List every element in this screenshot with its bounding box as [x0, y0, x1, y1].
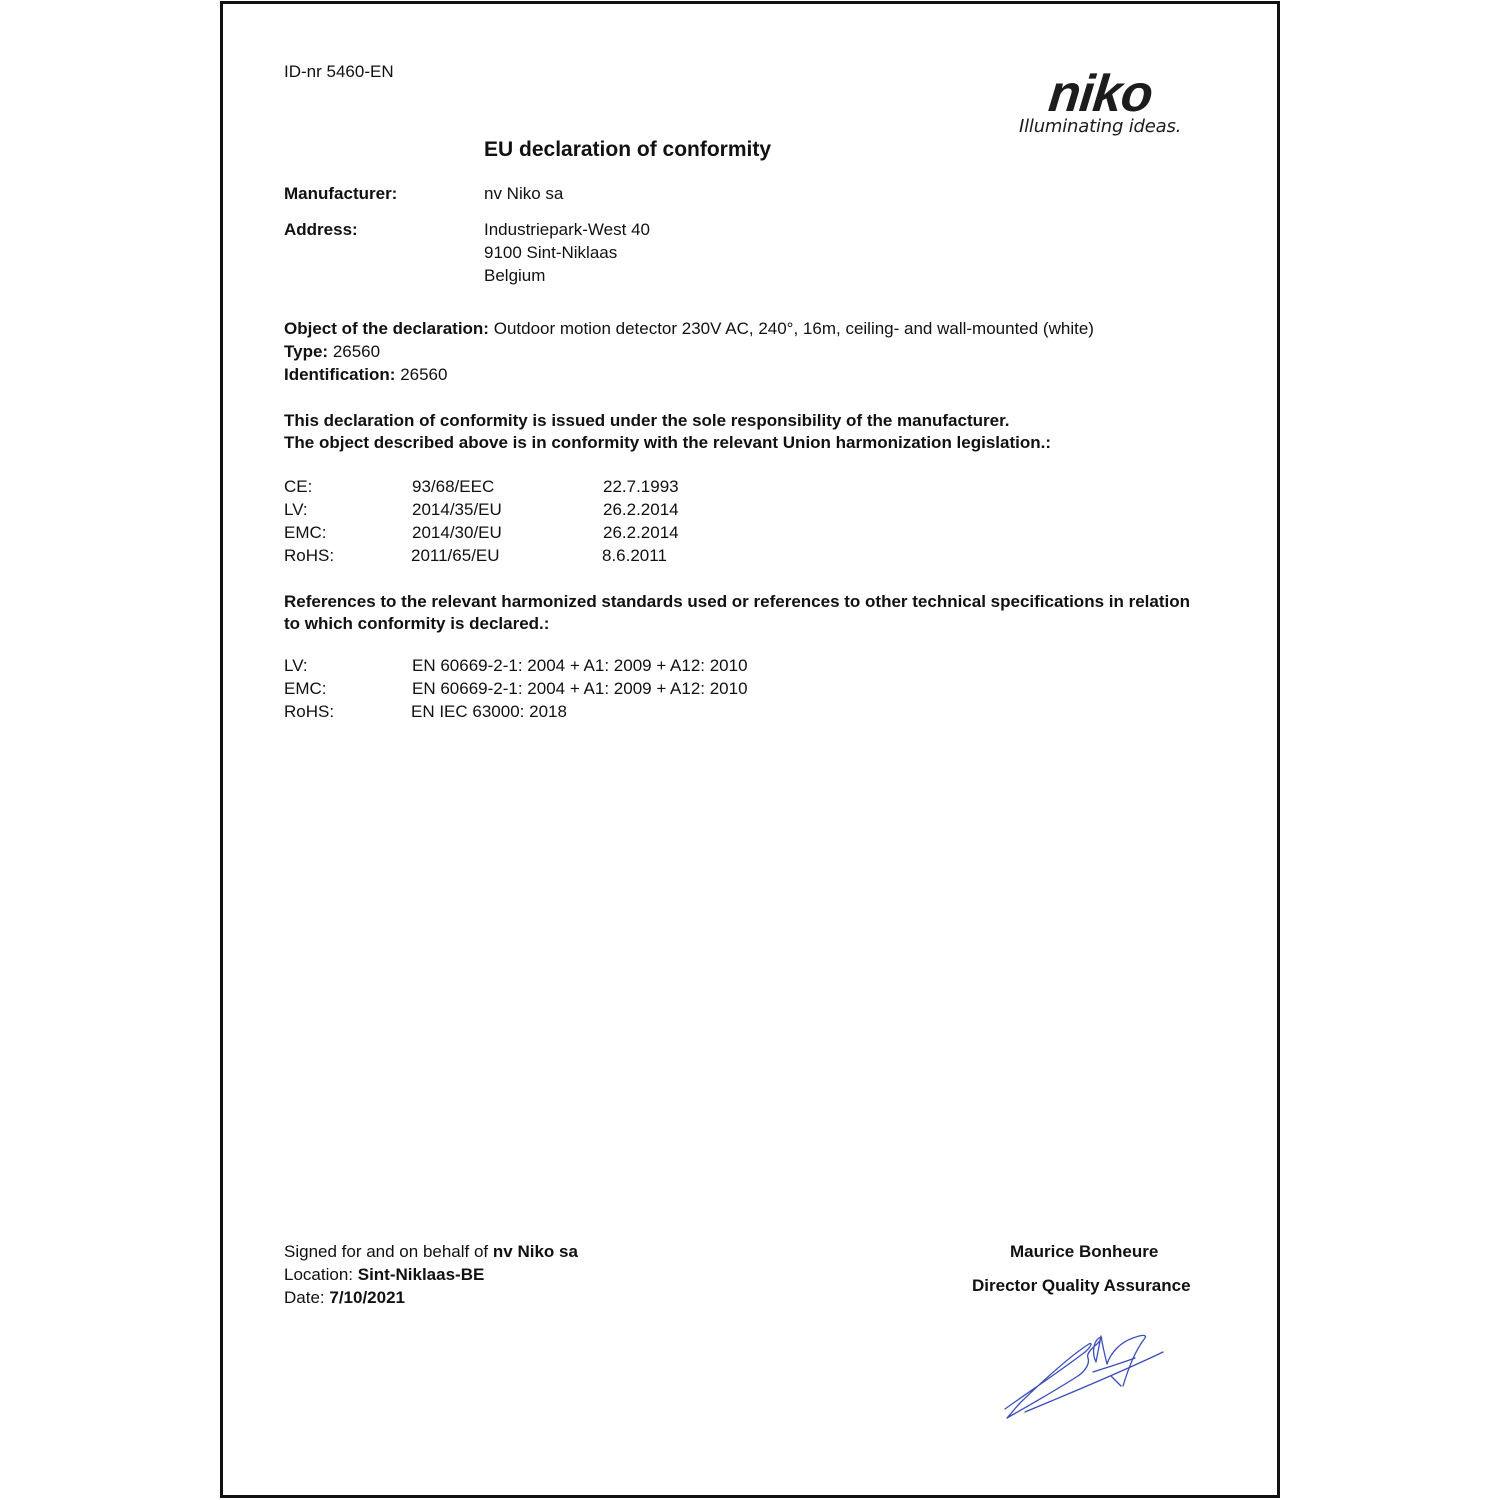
signature-stroke: [1025, 1352, 1163, 1412]
signed-company: nv Niko sa: [492, 1242, 578, 1261]
signed-line: [284, 1242, 578, 1262]
niko-logo: [1013, 66, 1203, 146]
directive-date-emc: 26.2.2014: [603, 523, 679, 542]
type-line: [284, 342, 380, 362]
declaration-page: [220, 1, 1280, 1498]
location-line: [284, 1265, 484, 1285]
directive-code-ce: CE:: [284, 477, 313, 496]
directive-ref-emc: 2014/30/EU: [412, 523, 502, 542]
identification-line: [284, 365, 447, 385]
references-line-1: References to the relevant harmonized standards used or references to other technical specifications in relation: [284, 592, 1190, 611]
date-value: 7/10/2021: [329, 1288, 405, 1307]
object-line: [284, 319, 1094, 339]
signature-strokes: [1005, 1335, 1163, 1418]
type-label: Type:: [284, 342, 329, 361]
date-line: [284, 1288, 405, 1308]
address-line-3: Belgium: [484, 266, 546, 285]
signature-stroke: [1111, 1376, 1121, 1386]
signed-prefix: Signed for and on behalf of: [284, 1242, 493, 1261]
handwritten-signature: [993, 1314, 1193, 1434]
statement-line-2: The object described above is in conformity with the relevant Union harmonization legislation.:: [284, 433, 1052, 452]
date-prefix: Date:: [284, 1288, 330, 1307]
directive-date-lv: 26.2.2014: [603, 500, 679, 519]
type-value: 26560: [332, 342, 381, 361]
standard-code-rohs: RoHS:: [284, 702, 335, 721]
address-line-2: 9100 Sint-Niklaas: [484, 243, 618, 262]
directive-ref-ce: 93/68/EEC: [412, 477, 495, 496]
identification-label: Identification:: [284, 365, 396, 384]
page-title: EU declaration of conformity: [484, 138, 772, 161]
manufacturer-label: Manufacturer:: [284, 184, 398, 203]
directive-ref-rohs: 2011/65/EU: [411, 546, 500, 565]
document-id: ID-nr 5460-EN: [284, 62, 394, 81]
address-line-1: Industriepark-West 40: [484, 220, 650, 239]
directive-date-ce: 22.7.1993: [603, 477, 679, 496]
references-line-2: to which conformity is declared.:: [284, 614, 550, 633]
directive-code-lv: LV:: [284, 500, 308, 519]
location-value: Sint-Niklaas-BE: [357, 1265, 485, 1284]
directive-ref-lv: 2014/35/EU: [412, 500, 502, 519]
logo-wordmark: niko: [1045, 65, 1155, 123]
standard-value-rohs: EN IEC 63000: 2018: [411, 702, 567, 721]
address-label: Address:: [284, 220, 358, 239]
statement-line-1: This declaration of conformity is issued under the sole responsibility of the manufacturer.: [284, 411, 1010, 430]
identification-value: 26560: [400, 365, 448, 384]
directive-code-emc: EMC:: [284, 523, 327, 542]
standard-value-emc: EN 60669-2-1: 2004 + A1: 2009 + A12: 2010: [412, 679, 748, 698]
directive-code-rohs: RoHS:: [284, 546, 335, 565]
logo-tagline: Illuminating ideas.: [1019, 116, 1182, 137]
object-value: Outdoor motion detector 230V AC, 240°, 16m, ceiling- and wall-mounted (white): [493, 319, 1094, 338]
location-prefix: Location:: [284, 1265, 358, 1284]
standard-code-lv: LV:: [284, 656, 308, 675]
manufacturer-value: nv Niko sa: [484, 184, 564, 203]
signature-stroke: [1005, 1335, 1145, 1418]
object-label: Object of the declaration:: [284, 319, 489, 338]
signer-title: Director Quality Assurance: [972, 1276, 1191, 1295]
standard-code-emc: EMC:: [284, 679, 327, 698]
standard-value-lv: EN 60669-2-1: 2004 + A1: 2009 + A12: 2010: [412, 656, 748, 675]
signer-name: Maurice Bonheure: [1010, 1242, 1159, 1261]
directive-date-rohs: 8.6.2011: [602, 546, 667, 565]
